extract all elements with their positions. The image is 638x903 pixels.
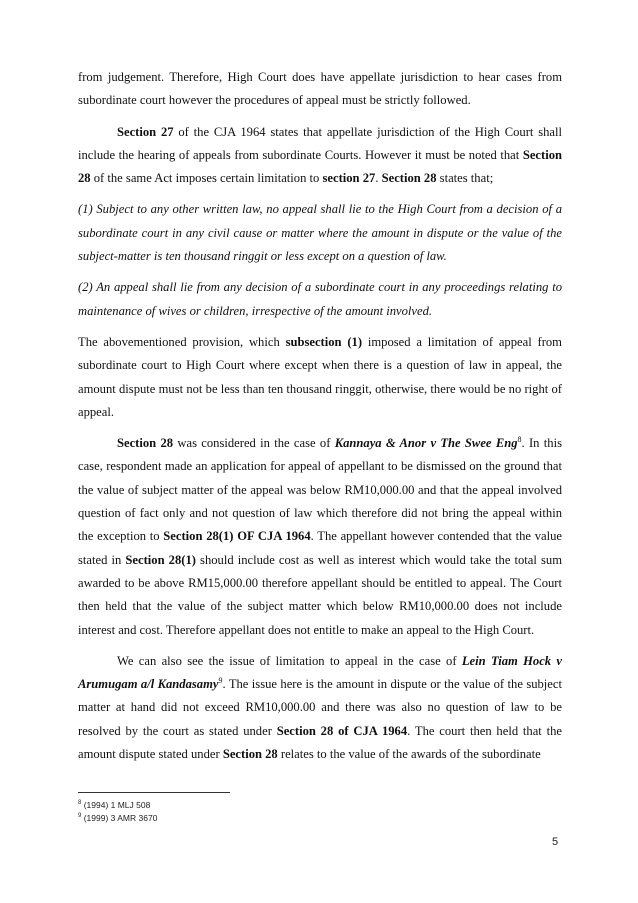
paragraph-text: . The court then held that the amount dispute stated under <box>78 723 562 762</box>
paragraph-2 <box>78 121 562 191</box>
bold-term: Section 28(1) <box>125 552 196 567</box>
paragraph-6 <box>78 432 562 642</box>
statute-quote-1 <box>78 198 562 268</box>
footnote-text: (1999) 3 AMR 3670 <box>81 813 158 823</box>
footnote-number: 8 <box>78 800 82 807</box>
paragraph-text: The abovementioned provision, which <box>78 334 286 349</box>
paragraph-text: should include cost as well as interest which would take the total sum awarded to be above RM15,000.00 therefore appellant should be entitled to appeal. The Court then held that the value of the subject matter which below RM10,000.00 does not include interest and cost. Therefore appellant does not entitle to make an appeal to the High Court. <box>78 552 562 637</box>
paragraph-text: . In this case, respondent made an application for appeal of appellant to be dismissed on the ground that the value of subject matter of the appeal was below RM10,000.00 and that the appeal involved question of fact only and not question of law which therefore did not bring the appeal within the exception to <box>78 436 562 544</box>
bold-term: Section 28 <box>381 171 437 186</box>
bold-term: Section 28 <box>222 747 278 762</box>
footnote-number: 9 <box>78 813 82 820</box>
paragraph-1 <box>78 66 562 113</box>
footnote-ref: 8 <box>517 434 522 444</box>
bold-term: Section 28(1) OF CJA 1964 <box>163 529 311 544</box>
bold-term: Section 28 <box>78 147 562 186</box>
paragraph-7 <box>78 650 562 766</box>
footnote-ref: 9 <box>218 675 223 685</box>
footnote-divider <box>78 792 230 793</box>
paragraph-text: . The issue here is the amount in dispute or the value of the subject matter at hand did not exceed RM10,000.00 and there was also no question of law to be resolved by the court as stated under <box>78 677 562 738</box>
footnote <box>78 812 157 825</box>
paragraph-text: of the same Act imposes certain limitation to <box>90 171 323 186</box>
paragraph-text: states that; <box>436 171 494 186</box>
paragraph-text: imposed a limitation of appeal from subordinate court to High Court where except when there is a question of law in appeal, the amount dispute must not be less than ten thousand ringgit, otherwise, there would be no right of appeal. <box>78 334 562 419</box>
page-number: 5 <box>552 836 559 848</box>
paragraph-text: relates to the value of the awards of the subordinate <box>277 747 541 762</box>
paragraph-text: was considered in the case of <box>173 436 335 451</box>
footnote <box>78 799 157 812</box>
bold-term: section 27 <box>322 171 376 186</box>
paragraph-5 <box>78 331 562 424</box>
bold-term: Section 27 <box>117 124 174 139</box>
paragraph-text: . The appellant however contended that the value stated in <box>78 529 562 567</box>
quote-text: (2) An appeal shall lie from any decision of a subordinate court in any proceedings relating to maintenance of wives or children, irrespective of the amount involved. <box>78 280 562 318</box>
paragraph-text: from judgement. Therefore, High Court does have appellate jurisdiction to hear cases from subordinate court however the procedures of appeal must be strictly followed. <box>78 70 562 108</box>
paragraph-text: . <box>375 171 382 186</box>
bold-term: subsection (1) <box>285 334 363 349</box>
paragraph-text: of the CJA 1964 states that appellate jurisdiction of the High Court shall include the hearing of appeals from subordinate Courts. However it must be noted that <box>78 124 562 162</box>
bold-term: Section 28 of CJA 1964 <box>276 723 408 738</box>
footnote-text: (1994) 1 MLJ 508 <box>81 800 151 810</box>
quote-text: (1) Subject to any other written law, no appeal shall lie to the High Court from a decision of a subordinate court in any civil cause or matter where the amount in dispute or the value of the subject-matter is ten thousand ringgit or less except on a question of law. <box>78 202 562 264</box>
bold-term: Section 28 <box>117 436 174 451</box>
paragraph-text: We can also see the issue of limitation to appeal in the case of <box>117 653 462 668</box>
statute-quote-2 <box>78 276 562 323</box>
case-name: Kannaya & Anor v The Swee Eng <box>334 436 518 451</box>
footnotes <box>78 799 157 825</box>
body-text <box>78 66 562 774</box>
case-name: Lein Tiam Hock v Arumugam a/l Kandasamy <box>78 653 562 692</box>
